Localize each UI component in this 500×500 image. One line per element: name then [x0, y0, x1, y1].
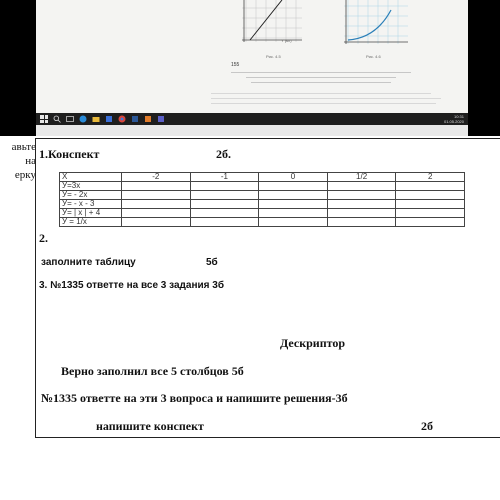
clock-time: 10:31 [453, 114, 464, 119]
left-cut-text [0, 140, 36, 182]
criterion-columns: Верно заполнил все 5 столбцов 5б [61, 364, 244, 378]
descriptor-heading: Дескриптор [280, 336, 346, 350]
table-header-cell: X [60, 173, 122, 182]
value-cell[interactable] [259, 182, 328, 191]
task-three-line: 3. №1335 ответте на все 3 задания 3б [39, 280, 224, 291]
task-view-icon[interactable] [66, 115, 74, 123]
value-cell[interactable] [190, 209, 259, 218]
windows-icon[interactable] [40, 115, 48, 123]
photo-right-edge [468, 0, 500, 136]
page-number: 155 [231, 62, 240, 68]
value-cell[interactable] [259, 218, 328, 227]
teams-icon[interactable] [157, 115, 165, 123]
table-row [60, 182, 465, 191]
value-cell[interactable] [122, 182, 191, 191]
values-table [59, 172, 465, 227]
function-cell: У=3х [60, 182, 122, 191]
criterion-questions: №1335 ответте на эти 3 вопроса и напишите решения-3б [41, 391, 348, 405]
scan-text-line [231, 72, 411, 73]
value-cell[interactable] [396, 200, 465, 209]
fill-table-label: заполните таблицу [41, 257, 136, 268]
value-cell[interactable] [327, 191, 396, 200]
curve-graph [336, 0, 411, 50]
criterion-summary: напишите конспект [96, 419, 204, 433]
graph-a-caption: Рис. 4.5 [266, 54, 281, 59]
assignment-document [35, 138, 500, 438]
value-cell[interactable] [327, 182, 396, 191]
scan-text-line [251, 82, 391, 83]
value-cell[interactable] [396, 191, 465, 200]
value-cell[interactable] [122, 191, 191, 200]
value-cell[interactable] [259, 209, 328, 218]
table-header-cell: 2 [396, 173, 465, 182]
clock-date: 01.05.2020 [443, 119, 464, 124]
value-cell[interactable] [122, 209, 191, 218]
value-cell[interactable] [396, 182, 465, 191]
folder-icon[interactable] [92, 115, 100, 123]
scan-text-line [211, 98, 441, 99]
value-cell[interactable] [327, 218, 396, 227]
value-cell[interactable] [327, 209, 396, 218]
taskbar [36, 113, 468, 125]
value-cell[interactable] [190, 218, 259, 227]
table-header-cell: -2 [122, 173, 191, 182]
photo-left-edge [0, 0, 36, 136]
taskbar-clock[interactable] [444, 114, 464, 124]
scan-text-line [211, 103, 436, 104]
section-score: 2б. [216, 147, 231, 161]
table-row [60, 200, 465, 209]
table-header-cell: 1/2 [327, 173, 396, 182]
store-icon[interactable] [105, 115, 113, 123]
search-icon[interactable] [53, 115, 61, 123]
value-cell[interactable] [327, 200, 396, 209]
textbook-photo [0, 0, 500, 136]
table-row [60, 209, 465, 218]
word-icon[interactable] [131, 115, 139, 123]
table-row [60, 191, 465, 200]
value-cell[interactable] [396, 218, 465, 227]
scan-text-line [211, 93, 431, 94]
value-cell[interactable] [259, 191, 328, 200]
value-cell[interactable] [396, 209, 465, 218]
edge-icon[interactable] [79, 115, 87, 123]
media-icon[interactable] [144, 115, 152, 123]
left-cut-line: авьте [11, 141, 36, 153]
left-cut-line: ерку [14, 169, 36, 181]
value-cell[interactable] [122, 200, 191, 209]
linear-graph [236, 0, 306, 50]
function-cell: У= | х | + 4 [60, 209, 122, 218]
table-header-row [60, 173, 465, 182]
graph-b-caption: Рис. 4.6 [366, 54, 381, 59]
table-header-cell: -1 [190, 173, 259, 182]
section-title: 1.Конспект [39, 147, 100, 161]
function-cell: У = 1/х [60, 218, 122, 227]
table-row [60, 218, 465, 227]
criterion-summary-score: 2б [421, 419, 433, 433]
scanned-page [36, 0, 468, 118]
fill-table-score: 5б [206, 257, 218, 268]
scan-text-line [246, 77, 396, 78]
value-cell[interactable] [190, 200, 259, 209]
function-cell: У= - х - 3 [60, 200, 122, 209]
graph-a-axis-label: Y (мг) [281, 38, 292, 43]
value-cell[interactable] [259, 200, 328, 209]
table-header-cell: 0 [259, 173, 328, 182]
value-cell[interactable] [190, 191, 259, 200]
left-cut-line: на [25, 155, 36, 167]
chrome-icon[interactable] [118, 115, 126, 123]
value-cell[interactable] [122, 218, 191, 227]
item-number: 2. [39, 231, 48, 245]
function-cell: У= - 2х [60, 191, 122, 200]
value-cell[interactable] [190, 182, 259, 191]
